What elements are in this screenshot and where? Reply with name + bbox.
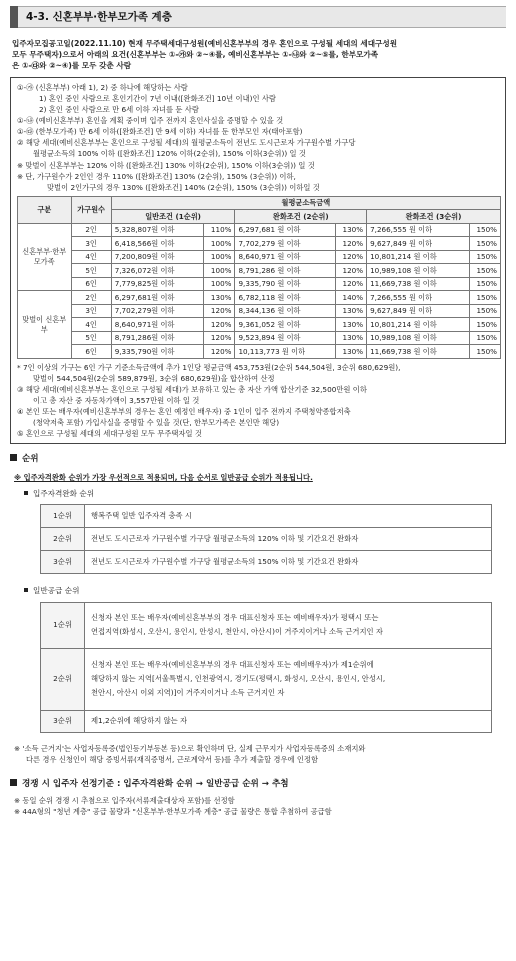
rank-cell: 1순위 (41, 602, 85, 648)
selection-section-title: 경쟁 시 입주자 선정기준 : 입주자격완화 순위 → 일반공급 순위 → 추첨 (10, 779, 506, 791)
rank-cell: 2순위 (41, 528, 85, 551)
amount-cell: 7,702,279 원 이하 (235, 237, 335, 251)
household-cell: 3인 (71, 237, 111, 251)
criteria-newlywed-2: 2) 혼인 중인 사람으로 만 6세 이하 자녀를 둔 사람 (39, 105, 199, 115)
criteria-two-person-cont: 맞벌이 2인가구의 경우 130% ([완화조건] 140% (2순위), 150% (3순위)) 이하일 것 (47, 182, 320, 192)
table-row (41, 602, 492, 648)
household-cell: 6인 (71, 345, 111, 359)
table-row (41, 648, 492, 710)
household-cell: 3인 (71, 304, 111, 318)
percent-cell: 150% (469, 277, 500, 291)
amount-cell: 11,669,738 원 이하 (367, 345, 470, 359)
percent-cell: 150% (469, 304, 500, 318)
amount-cell: 9,627,849 원 이하 (367, 304, 470, 318)
amount-cell: 8,791,286 원 이하 (235, 264, 335, 278)
criteria-dual-income: ※ 맞벌이 신혼부부는 120% 이하 ([완화조건] 130% 이하(2순위), 150% 이하(3순위)) 일 것 (17, 160, 315, 170)
amount-cell: 6,297,681원 이하 (111, 291, 204, 305)
percent-cell: 150% (469, 291, 500, 305)
amount-cell: 9,627,849 원 이하 (367, 237, 470, 251)
amount-cell: 7,266,555 원 이하 (367, 223, 470, 237)
percent-cell: 150% (469, 345, 500, 359)
note-savings: ④ 본인 또는 배우자(예비신혼부부의 경우는 혼인 예정인 배우자) 중 1인이 입주 전까지 주택청약종합저축 (17, 407, 351, 417)
intro-line: 은 ①-㉰와 ②~④)를 모두 갖춘 사람 (12, 61, 132, 70)
criteria-newlywed: ①-㉮ (신혼부부) 아래 1), 2) 중 하나에 해당하는 사람 (17, 83, 188, 92)
section-title-bar (10, 6, 506, 28)
priority-section-title: 순위 (10, 454, 506, 466)
rank-desc-cell: 제1,2순위에 해당하지 않는 자 (85, 710, 492, 732)
amount-cell: 10,801,214 원 이하 (367, 250, 470, 264)
amount-cell: 6,297,681 원 이하 (235, 223, 335, 237)
rank-desc-cell: 행복주택 일반 입주자격 충족 시 (85, 505, 492, 528)
col-header-cond1: 일반조건 (1순위) (111, 210, 235, 224)
intro-line: 입주자모집공고일(2022.11.10) 현재 무주택세대구성원(예비신혼부부의 경우 혼인으로 구성될 세대의 세대구성원 (12, 39, 398, 48)
priority-note: ※ 입주자격완화 순위가 가장 우선적으로 적용되며, 다음 순서로 일반공급 순위가 적용됩니다. (14, 472, 313, 482)
intro-line: 모두 무주택자)으로서 아래의 요건(신혼부부는 ①-㉮와 ②~④를, 예비신혼부부는 ①-㉯와 ②~⑤를, 한부모가족 (12, 50, 379, 59)
percent-cell: 140% (335, 291, 366, 305)
title-marker (10, 6, 18, 28)
percent-cell: 150% (469, 318, 500, 332)
table-row (41, 505, 492, 528)
note-assets: ③ 해당 세대(예비신혼부부는 혼인으로 구성될 세대)가 보유하고 있는 총 자산 가액 합산기준 32,500만원 이하 (17, 384, 367, 394)
rank-desc-cell: 전년도 도시근로자 가구원수별 가구당 월평균소득의 150% 이하 및 기간요건 완화자 (85, 551, 492, 574)
note-seven-plus: * 7인 이상의 가구는 6인 가구 기준소득금액에 추가 1인당 평균금액 453,753원(2순위 544,504원, 3순위 680,629원), (17, 362, 401, 372)
selection-note: ※ 동일 순위 경쟁 시 추첨으로 입주자(서류제출대상자 포함)를 선정함 (14, 796, 235, 806)
page-title: 4-3. 신혼부부·한부모가족 계층 (26, 10, 172, 23)
intro-paragraph (10, 38, 506, 71)
income-basis-note: ※ '소득 근거지'는 사업자등록증(법인등기부등본 등)으로 확인하며 단, 실제 근무지가 사업자등록증의 소재지와 다른 경우 신청인이 해당 증빙서류(재직증명서, 근로계약서 등)를 추가 제출할 경우에 인정함 (14, 743, 366, 764)
group-cell: 맞벌이 신혼부부 (18, 291, 72, 359)
col-header-cond3: 완화조건 (3순위) (367, 210, 501, 224)
col-header-group: 구분 (18, 196, 72, 223)
percent-cell: 100% (204, 277, 235, 291)
percent-cell: 150% (469, 264, 500, 278)
table-row (18, 331, 501, 345)
amount-cell: 7,702,279원 이하 (111, 304, 204, 318)
income-table (17, 196, 501, 359)
criteria-single-parent: ①-㉰ (한부모가족) 만 6세 이하([완화조건] 만 9세 이하) 자녀를 둔 한부모인 자(태아포함) (17, 127, 303, 137)
amount-cell: 7,200,809원 이하 (111, 250, 204, 264)
percent-cell: 130% (335, 318, 366, 332)
table-row (18, 304, 501, 318)
percent-cell: 120% (335, 264, 366, 278)
percent-cell: 100% (204, 264, 235, 278)
percent-cell: 150% (469, 250, 500, 264)
rank-desc-cell: 전년도 도시근로자 가구원수별 가구당 월평균소득의 120% 이하 및 기간요건 완화자 (85, 528, 492, 551)
amount-cell: 10,801,214 원 이하 (367, 318, 470, 332)
selection-note: ※ 44A형의 "청년 계층" 공급 물량과 "신혼부부·한부모가족 계층" 공급 물량은 통합 추첨하여 공급함 (14, 807, 332, 817)
rank-desc-cell: 신청자 본인 또는 배우자(예비신혼부부의 경우 대표신청자 또는 예비배우자)가 제1순위에 해당하지 않는 지역[서울특별시, 인천광역시, 경기도(평택시, 화성시, 오산시, 용인시, 안성시, 천안시, 아산시 이외 지역)]이 거주지이거나 소득 근거지인 자 (85, 648, 492, 710)
amount-cell: 8,344,136 원 이하 (235, 304, 335, 318)
amount-cell: 7,326,072원 이하 (111, 264, 204, 278)
col-header-income: 월평균소득금액 (111, 196, 500, 210)
col-header-household: 가구원수 (71, 196, 111, 223)
table-row (41, 551, 492, 574)
criteria-newlywed-1: 1) 혼인 중인 사람으로 혼인기간이 7년 이내([완화조건] 10년 이내)인 사람 (39, 94, 276, 104)
income-rows-general (18, 223, 501, 291)
amount-cell: 7,779,825원 이하 (111, 277, 204, 291)
rank-desc-cell: 신청자 본인 또는 배우자(예비신혼부부의 경우 대표신청자 또는 예비배우자)가 평택시 또는 연접지역(화성시, 오산시, 용인시, 안성시, 천안시, 아산시)이 거주지이거나 소득 근거지인 자 (85, 602, 492, 648)
amount-cell: 8,640,971원 이하 (111, 318, 204, 332)
table-row (18, 250, 501, 264)
percent-cell: 130% (335, 223, 366, 237)
percent-cell: 150% (469, 223, 500, 237)
percent-cell: 120% (204, 331, 235, 345)
amount-cell: 9,523,894 원 이하 (235, 331, 335, 345)
amount-cell: 8,640,971 원 이하 (235, 250, 335, 264)
percent-cell: 130% (335, 331, 366, 345)
household-cell: 2인 (71, 291, 111, 305)
rank-cell: 3순위 (41, 551, 85, 574)
note-no-house: ⑤ 혼인으로 구성될 세대의 세대구성원 모두 무주택자일 것 (17, 429, 202, 439)
criteria-two-person: ※ 단, 가구원수가 2인인 경우 110% ([완화조건] 130% (2순위), 150% (3순위)) 이하, (17, 171, 296, 181)
general-priority-table (40, 602, 492, 733)
percent-cell: 120% (335, 237, 366, 251)
note-assets-cont: 이고 총 자산 중 자동차가액이 3,557만원 이하 일 것 (33, 396, 200, 406)
percent-cell: 100% (204, 237, 235, 251)
percent-cell: 120% (335, 277, 366, 291)
percent-cell: 110% (204, 223, 235, 237)
relax-priority-table (40, 504, 492, 574)
amount-cell: 8,791,286원 이하 (111, 331, 204, 345)
percent-cell: 120% (335, 250, 366, 264)
note-seven-plus-cont: 맞벌이 544,504원(2순위 589,879원, 3순위 680,629원)을 합산하여 산정 (33, 373, 275, 383)
table-row (18, 291, 501, 305)
note-savings-cont: (청약저축 포함) 가입사실을 증명할 수 있을 것(단, 한부모가족은 본인만 해당) (33, 418, 280, 428)
dot-bullet-icon (24, 491, 28, 495)
square-bullet-icon (10, 454, 17, 461)
percent-cell: 150% (469, 237, 500, 251)
amount-cell: 11,669,738 원 이하 (367, 277, 470, 291)
table-row (41, 528, 492, 551)
amount-cell: 6,418,566원 이하 (111, 237, 204, 251)
amount-cell: 10,989,108 원 이하 (367, 264, 470, 278)
criteria-box (10, 77, 506, 444)
amount-cell: 9,335,790 원 이하 (235, 277, 335, 291)
household-cell: 4인 (71, 250, 111, 264)
percent-cell: 100% (204, 250, 235, 264)
group-cell: 신혼부부·한부모가족 (18, 223, 72, 291)
percent-cell: 120% (204, 304, 235, 318)
household-cell: 5인 (71, 264, 111, 278)
percent-cell: 120% (204, 345, 235, 359)
amount-cell: 6,782,118 원 이하 (235, 291, 335, 305)
percent-cell: 130% (204, 291, 235, 305)
household-cell: 6인 (71, 277, 111, 291)
criteria-income: ② 해당 세대(예비신혼부부는 혼인으로 구성될 세대)의 월평균소득이 전년도 도시근로자 가구원수별 가구당 (17, 138, 356, 148)
table-row (18, 277, 501, 291)
percent-cell: 120% (204, 318, 235, 332)
general-priority-title: 일반공급 순위 (10, 586, 506, 596)
rank-cell: 2순위 (41, 648, 85, 710)
dot-bullet-icon (24, 588, 28, 592)
selection-notes (10, 795, 506, 817)
rank-cell: 3순위 (41, 710, 85, 732)
household-cell: 4인 (71, 318, 111, 332)
amount-cell: 9,361,052 원 이하 (235, 318, 335, 332)
table-row (18, 264, 501, 278)
income-rows-dual (18, 291, 501, 359)
household-cell: 5인 (71, 331, 111, 345)
amount-cell: 5,328,807원 이하 (111, 223, 204, 237)
percent-cell: 130% (335, 345, 366, 359)
amount-cell: 10,989,108 원 이하 (367, 331, 470, 345)
table-row (18, 345, 501, 359)
table-row (18, 223, 501, 237)
col-header-cond2: 완화조건 (2순위) (235, 210, 367, 224)
amount-cell: 7,266,555 원 이하 (367, 291, 470, 305)
square-bullet-icon (10, 779, 17, 786)
percent-cell: 130% (335, 304, 366, 318)
table-row (18, 237, 501, 251)
amount-cell: 10,113,773 원 이하 (235, 345, 335, 359)
amount-cell: 9,335,790원 이하 (111, 345, 204, 359)
criteria-income-cont: 월평균소득의 100% 이하 ([완화조건] 120% 이하(2순위), 150% 이하(3순위)) 일 것 (33, 149, 306, 159)
table-row (41, 710, 492, 732)
relax-priority-title: 입주자격완화 순위 (10, 489, 506, 499)
household-cell: 2인 (71, 223, 111, 237)
table-row (18, 318, 501, 332)
criteria-prospective: ①-㉯ (예비신혼부부) 혼인을 계획 중이며 입주 전까지 혼인사실을 증명할 수 있을 것 (17, 116, 284, 126)
rank-cell: 1순위 (41, 505, 85, 528)
percent-cell: 150% (469, 331, 500, 345)
